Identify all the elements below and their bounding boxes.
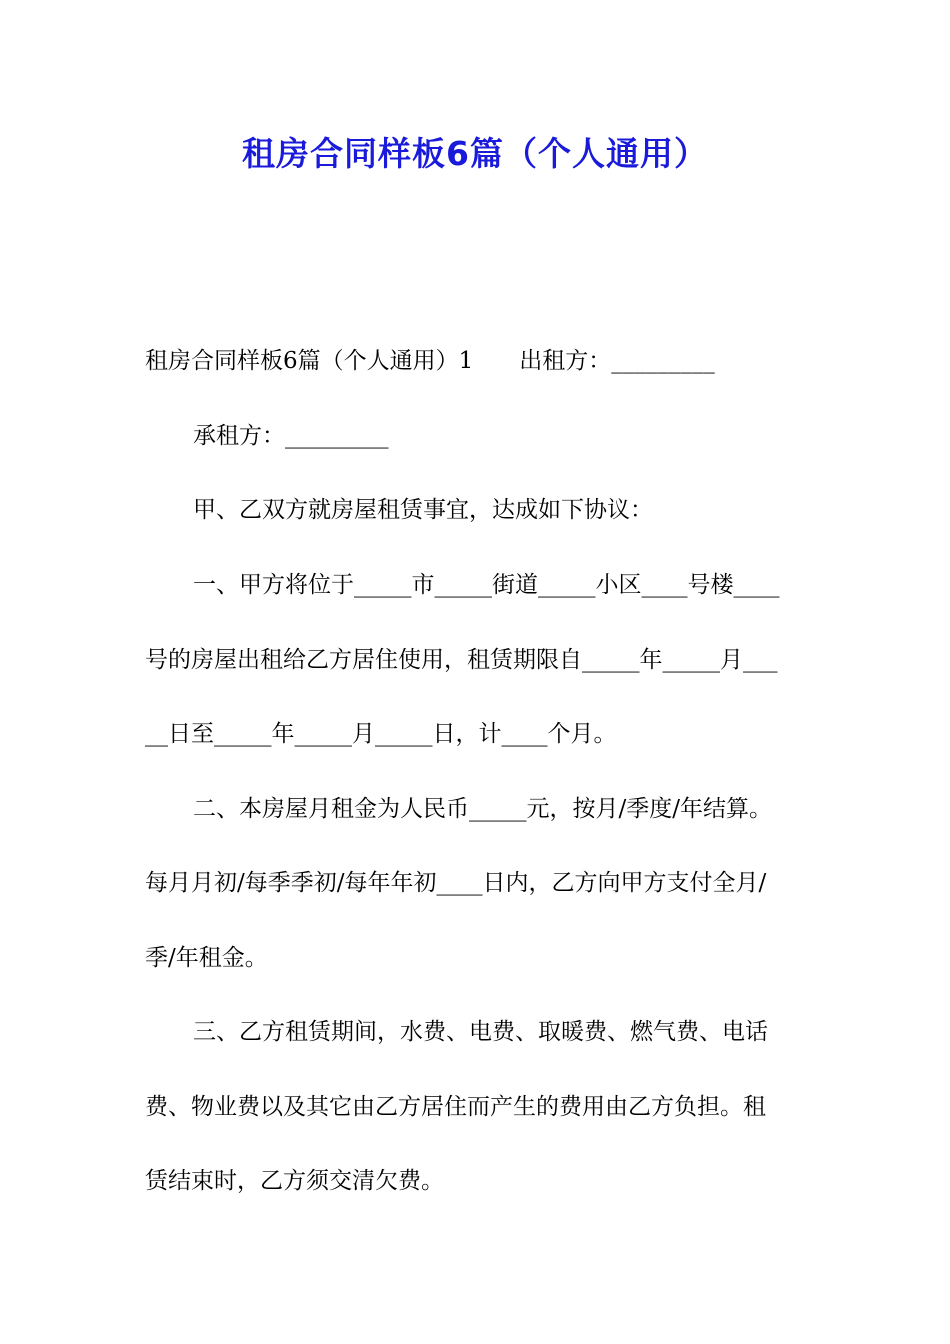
body-line-10: 三、乙方租赁期间，水费、电费、取暖费、燃气费、电话 [193,1019,768,1045]
body-line-4: 一、甲方将位于_____市_____街道_____小区____号楼____ [193,572,780,598]
body-line-12: 赁结束时，乙方须交清欠费。 [145,1168,444,1194]
document-title: 租房合同样板6篇（个人通用） [242,134,708,173]
body-line-1: 租房合同样板6篇（个人通用）1 出租方：_________ [145,348,715,374]
body-line-9: 季/年租金。 [145,945,268,971]
body-line-11: 费、物业费以及其它由乙方居住而产生的费用由乙方负担。租 [145,1094,766,1120]
body-line-7: 二、本房屋月租金为人民币_____元，按月/季度/年结算。 [193,796,772,822]
body-line-3: 甲、乙双方就房屋租赁事宜，达成如下协议： [193,497,653,523]
body-line-6: __日至_____年_____月_____日，计____个月。 [145,721,617,747]
body-line-5: 号的房屋出租给乙方居住使用，租赁期限自_____年_____月___ [145,647,778,673]
body-line-8: 每月月初/每季季初/每年年初____日内，乙方向甲方支付全月/ [145,870,767,896]
body-line-2: 承租方：_________ [193,423,389,449]
